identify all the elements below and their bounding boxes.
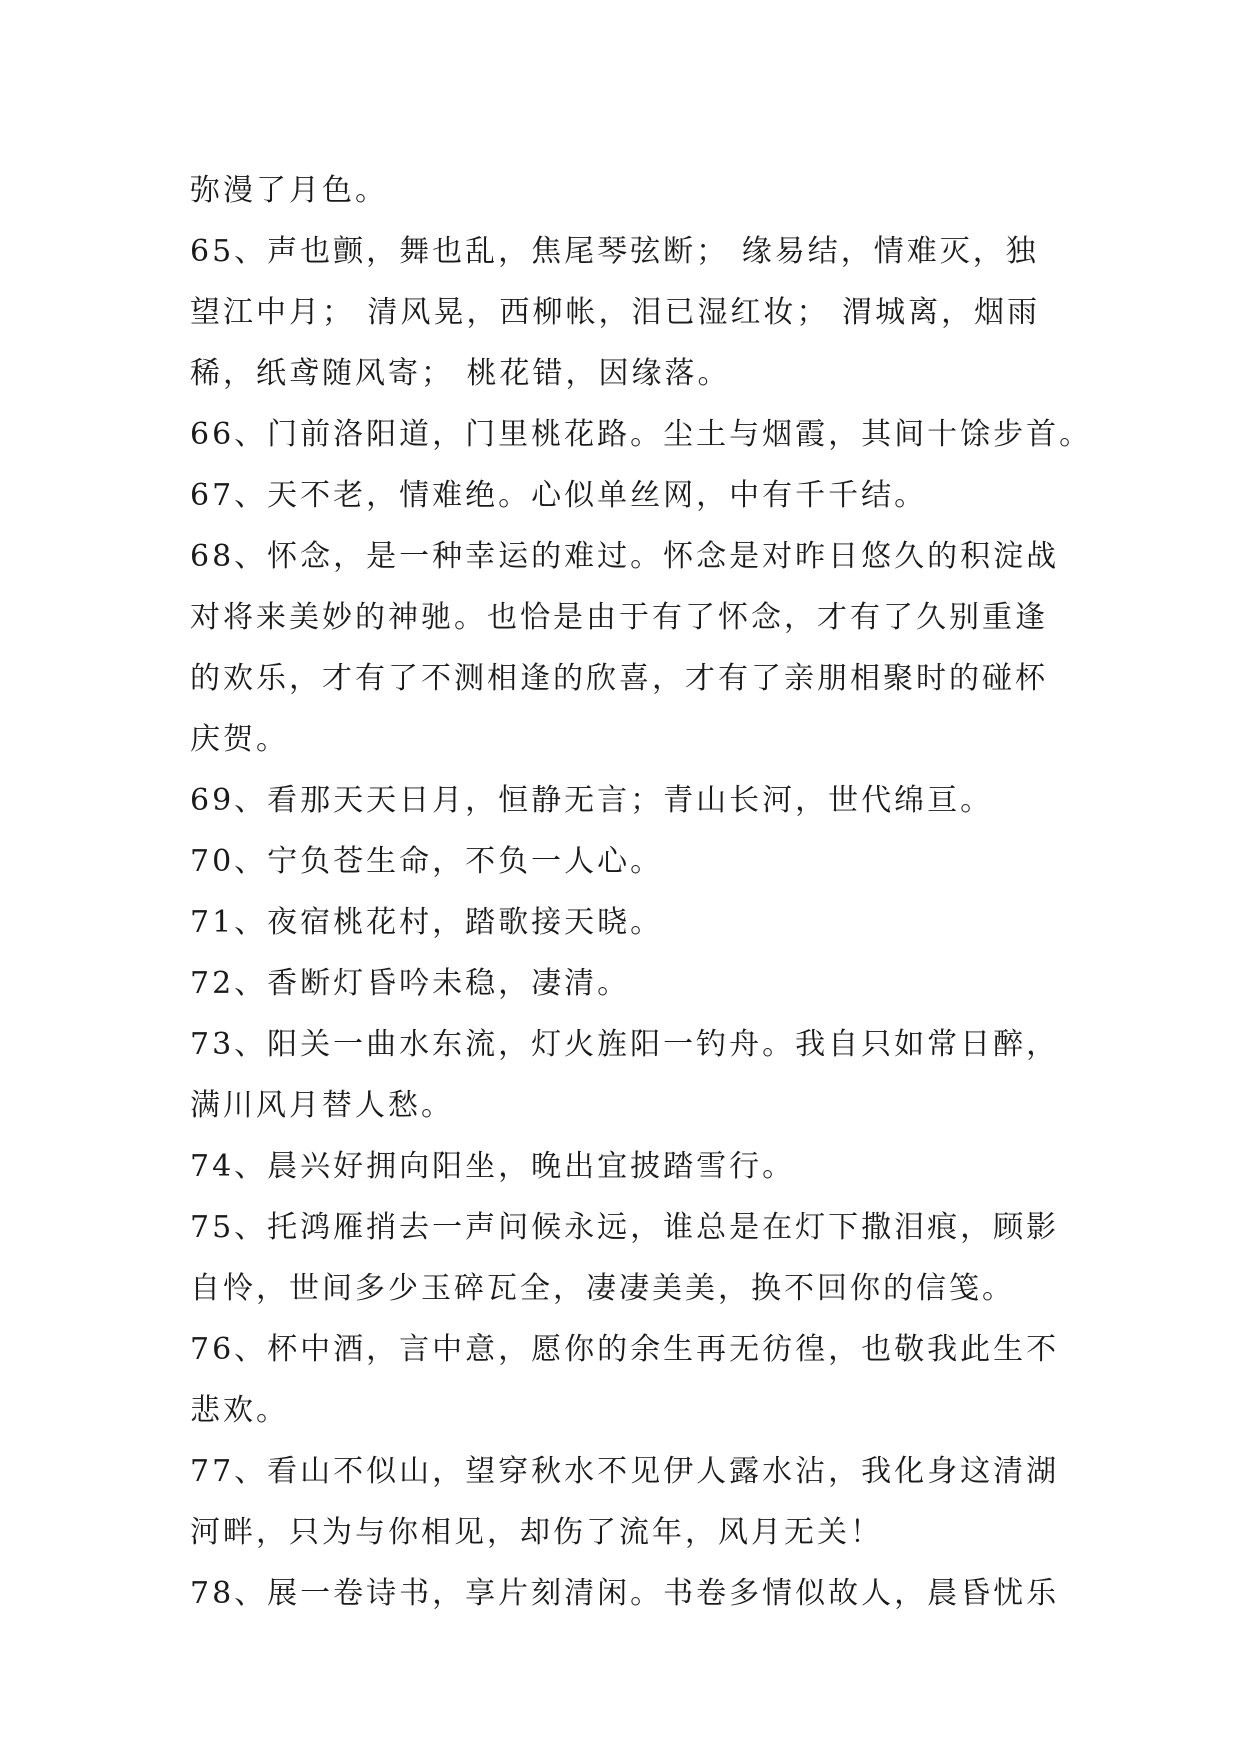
text-line: 69、看那天天日月，恒静无言；青山长河，世代绵亘。 xyxy=(190,783,994,818)
text-line: 65、声也颤，舞也乱，焦尾琴弦断； 缘易结，情难灭，独 xyxy=(190,234,1039,269)
text-line: 75、托鸿雁捎去一声问候永远，谁总是在灯下撒泪痕，顾影 xyxy=(190,1210,1060,1245)
text-line: 对将来美妙的神驰。也恰是由于有了怀念，才有了久别重逢 xyxy=(190,600,1048,635)
text-line: 悲欢。 xyxy=(190,1393,289,1428)
text-line: 的欢乐，才有了不测相逢的欣喜，才有了亲朋相聚时的碰杯 xyxy=(190,661,1048,696)
text-line: 弥漫了月色。 xyxy=(190,173,388,208)
text-line: 77、看山不似山，望穿秋水不见伊人露水沾，我化身这清湖 xyxy=(190,1454,1060,1489)
text-line: 稀，纸鸢随风寄； 桃花错，因缘落。 xyxy=(190,356,731,391)
text-line: 自怜，世间多少玉碎瓦全，凄凄美美，换不回你的信笺。 xyxy=(190,1271,1015,1306)
text-line: 76、杯中酒，言中意，愿你的余生再无彷徨，也敬我此生不 xyxy=(190,1332,1060,1367)
text-line: 66、门前洛阳道，门里桃花路。尘土与烟霞，其间十馀步首。 xyxy=(190,417,1093,452)
text-line: 72、香断灯昏吟未稳，凄清。 xyxy=(190,966,631,1001)
text-line: 78、展一卷诗书，享片刻清闲。书卷多情似故人，晨昏忧乐 xyxy=(190,1576,1060,1611)
text-line: 73、阳关一曲水东流，灯火旌阳一钓舟。我自只如常日醉， xyxy=(190,1027,1060,1062)
text-line: 70、宁负苍生命，不负一人心。 xyxy=(190,844,664,879)
document-body xyxy=(190,160,1093,1624)
text-line: 河畔，只为与你相见，却伤了流年，风月无关！ xyxy=(190,1515,883,1550)
text-line: 71、夜宿桃花村，踏歌接天晓。 xyxy=(190,905,664,940)
text-line: 68、怀念，是一种幸运的难过。怀念是对昨日悠久的积淀战 xyxy=(190,539,1060,574)
text-line: 67、天不老，情难绝。心似单丝网，中有千千结。 xyxy=(190,478,928,513)
text-line: 满川风月替人愁。 xyxy=(190,1088,454,1123)
text-line: 74、晨兴好拥向阳坐，晚出宜披踏雪行。 xyxy=(190,1149,796,1184)
text-line: 庆贺。 xyxy=(190,722,289,757)
text-line: 望江中月； 清风晃，西柳帐，泪已湿红妆； 渭城离，烟雨 xyxy=(190,295,1041,330)
